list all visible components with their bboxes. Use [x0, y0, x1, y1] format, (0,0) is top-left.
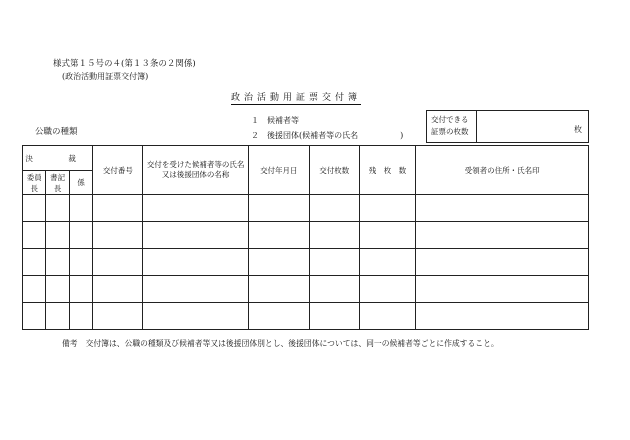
returned-count-cell[interactable]	[359, 249, 415, 276]
secretary-chief-cell[interactable]	[46, 195, 69, 222]
candidate-option-2-close: )	[400, 131, 404, 140]
committee-chair-cell[interactable]	[23, 276, 46, 303]
issue-number-cell[interactable]	[93, 276, 143, 303]
office-type-label: 公職の種類	[35, 127, 78, 137]
returned-count-cell[interactable]	[359, 276, 415, 303]
receiver-address-cell[interactable]	[416, 222, 589, 249]
issue-count-header: 交付枚数	[309, 146, 359, 195]
committee-chair-cell[interactable]	[23, 249, 46, 276]
staff-header: 係	[69, 171, 92, 195]
committee-chair-header: 委員長	[23, 171, 46, 195]
issue-date-cell[interactable]	[248, 195, 309, 222]
issue-number-cell[interactable]	[93, 249, 143, 276]
table-row	[23, 276, 589, 303]
table-row	[23, 222, 589, 249]
receiver-address-cell[interactable]	[416, 303, 589, 330]
issue-date-cell[interactable]	[248, 249, 309, 276]
issuable-count-label: 交付できる証票の枚数	[427, 111, 477, 142]
returned-count-header: 残 枚 数	[359, 146, 415, 195]
recipient-name-cell[interactable]	[143, 276, 249, 303]
committee-chair-cell[interactable]	[23, 195, 46, 222]
remarks-lead: 備考	[62, 339, 78, 348]
table-row	[23, 303, 589, 330]
secretary-chief-header: 書記長	[46, 171, 69, 195]
secretary-chief-cell[interactable]	[46, 249, 69, 276]
page-title: 政治活動用証票交付簿	[231, 90, 361, 105]
issuable-count-unit: 枚	[574, 125, 582, 134]
issuable-count-box	[426, 110, 589, 143]
issue-count-cell[interactable]	[309, 276, 359, 303]
table-row	[23, 249, 589, 276]
remarks-text: 交付簿は、公職の種類及び候補者等又は後援団体別とし、後援団体については、同一の候補者等ごとに作成すること。	[85, 339, 499, 348]
issue-number-cell[interactable]	[93, 195, 143, 222]
decision-header: 決 裁	[23, 146, 93, 171]
secretary-chief-cell[interactable]	[46, 303, 69, 330]
recipient-name-cell[interactable]	[143, 222, 249, 249]
form-subtitle: (政治活動用証票交付簿)	[62, 72, 149, 81]
receiver-address-header: 受領者の住所・氏名印	[416, 146, 589, 195]
issue-date-cell[interactable]	[248, 303, 309, 330]
staff-cell[interactable]	[69, 276, 92, 303]
issue-count-cell[interactable]	[309, 303, 359, 330]
candidate-option-2-label: ２ 後援団体(候補者等の氏名	[251, 131, 359, 140]
issue-number-cell[interactable]	[93, 222, 143, 249]
receiver-address-cell[interactable]	[416, 249, 589, 276]
table-row	[23, 195, 589, 222]
returned-count-cell[interactable]	[359, 195, 415, 222]
candidate-option-2	[251, 130, 403, 141]
returned-count-cell[interactable]	[359, 222, 415, 249]
form-number: 様式第１５号の４(第１３条の２関係)	[53, 59, 196, 69]
staff-cell[interactable]	[69, 222, 92, 249]
committee-chair-cell[interactable]	[23, 222, 46, 249]
recipient-name-cell[interactable]	[143, 249, 249, 276]
staff-cell[interactable]	[69, 249, 92, 276]
remarks-note	[62, 338, 499, 349]
issue-count-cell[interactable]	[309, 249, 359, 276]
issue-date-cell[interactable]	[248, 222, 309, 249]
candidate-option-1: １ 候補者等	[251, 116, 299, 125]
returned-count-cell[interactable]	[359, 303, 415, 330]
staff-cell[interactable]	[69, 303, 92, 330]
recipient-name-cell[interactable]	[143, 303, 249, 330]
issue-number-cell[interactable]	[93, 303, 143, 330]
recipient-name-header: 交付を受けた候補者等の氏名又は後援団体の名称	[143, 146, 249, 195]
issue-count-cell[interactable]	[309, 222, 359, 249]
issue-count-cell[interactable]	[309, 195, 359, 222]
committee-chair-cell[interactable]	[23, 303, 46, 330]
issue-number-header: 交付番号	[93, 146, 143, 195]
secretary-chief-cell[interactable]	[46, 276, 69, 303]
receiver-address-cell[interactable]	[416, 276, 589, 303]
issuance-ledger-table	[22, 145, 589, 330]
secretary-chief-cell[interactable]	[46, 222, 69, 249]
recipient-name-cell[interactable]	[143, 195, 249, 222]
issue-date-header: 交付年月日	[248, 146, 309, 195]
receiver-address-cell[interactable]	[416, 195, 589, 222]
issue-date-cell[interactable]	[248, 276, 309, 303]
staff-cell[interactable]	[69, 195, 92, 222]
